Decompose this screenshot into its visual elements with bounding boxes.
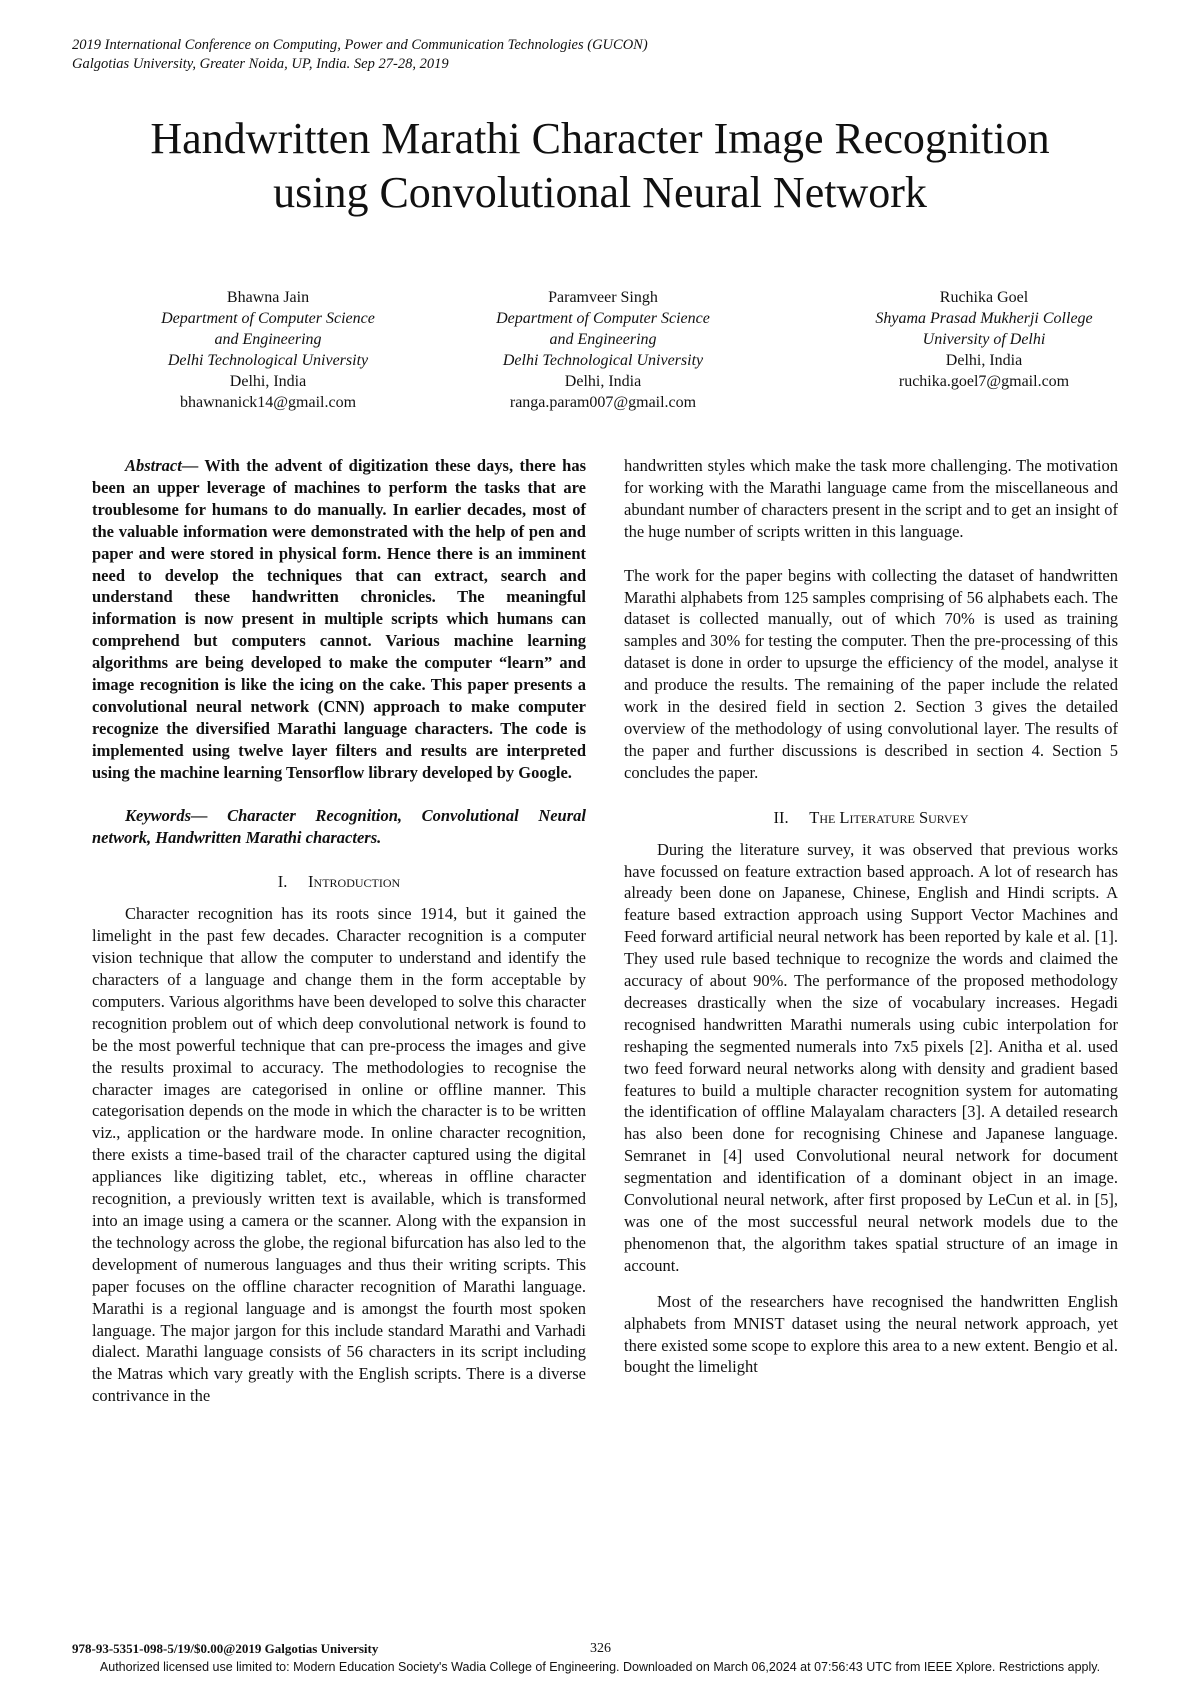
- title-line-1: Handwritten Marathi Character Image Recognition: [150, 114, 1050, 163]
- license-notice: Authorized licensed use limited to: Modern Education Society's Wadia College of Engineering. Downloaded on March 06,2024 at 07:56:43 UTC from IEEE Xplore. Restrictions apply.: [99, 1660, 1101, 1674]
- paper-title: [60, 112, 1140, 220]
- author-dept: Department of Computer Science: [496, 310, 710, 327]
- author-college: Shyama Prasad Mukherji College: [875, 310, 1093, 327]
- section-title: The Literature Survey: [809, 807, 969, 827]
- section-title: Introduction: [308, 872, 401, 892]
- author-email: ruchika.goel7@gmail.com: [898, 373, 1070, 390]
- abstract: [92, 455, 586, 784]
- page-number: 326: [590, 1641, 611, 1656]
- author-university: University of Delhi: [922, 331, 1046, 348]
- author-name: Paramveer Singh: [548, 289, 658, 306]
- abstract-label: Abstract—: [125, 456, 199, 475]
- section-heading-introduction: [92, 871, 586, 893]
- author-name: Ruchika Goel: [939, 289, 1029, 306]
- title-line-2: using Convolutional Neural Network: [273, 168, 927, 217]
- author-location: Delhi, India: [945, 352, 1023, 369]
- author-email: ranga.param007@gmail.com: [509, 394, 697, 411]
- author-dept-2: and Engineering: [214, 331, 322, 348]
- introduction-paragraph-2: The work for the paper begins with collecting the dataset of handwritten Marathi alphabets from 125 samples comprising of 56 alphabets each. The dataset is collected manually, out of which 70% is used as training samples and 30% for testing the computer. Then the pre-processing of this dataset is done in order to upsurge the efficiency of the model, analyse it and produce the results. The remaining of the paper include the related work in the desired field in section 2. Section 3 gives the detailed overview of the methodology of using convolutional layer. The results of the paper and further discussions is described in section 4. Section 5 concludes the paper.: [624, 565, 1118, 782]
- literature-paragraph-1: During the literature survey, it was observed that previous works have focussed on feature extraction based approach. A lot of research has already been done on Japanese, Chinese, English and Hindi scripts. A feature based extraction approach using Support Vector Machines and Feed forward artificial neural network has been reported by kale et al. [1]. They used rule based technique to recognize the words and claimed the accuracy of about 90%. The performance of the proposed methodology decreases drastically when the size of vocabulary increases. Hegadi recognised handwritten Marathi numerals using cubic interpolation for reshaping the segmented numerals into 7x5 pixels [2]. Anitha et al. used two feed forward neural networks along with density and gradient based features to build a multiple character recognition system for automating the identification of offline Malayalam characters [3]. A detailed research has also been done for recognising Chinese and Japanese language. Semranet in [4] used Convolutional neural network for document segmentation and identification of a dominant object in an image. Convolutional neural network, after first proposed by LeCun et al. in [5], was one of the most successful neural network models due to the phenomenon that, the algorithm takes spatial structure of an image in account.: [624, 839, 1118, 1275]
- keywords-text: Character Recognition, Convolutional Neural network, Handwritten Marathi characters.: [92, 805, 586, 847]
- section-number: II.: [773, 807, 789, 827]
- author-block-3: [834, 287, 1134, 392]
- keywords: [92, 805, 586, 849]
- conference-header: [72, 36, 648, 74]
- author-name: Bhawna Jain: [226, 289, 310, 306]
- literature-paragraph-2: Most of the researchers have recognised the handwritten English alphabets from MNIST dataset using the neural network approach, yet there existed some scope to explore this area to a new extent. Bengio et al. bought the limelight: [624, 1291, 1118, 1377]
- abstract-text: With the advent of digitization these days, there has been an upper leverage of machines to perform the tasks that are troublesome for humans to do manually. In earlier decades, most of the valuable information were demonstrated with the help of pen and paper and were stored in physical form. Hence there is an imminent need to develop the techniques that can extract, search and understand these handwritten chronicles. The meaningful information is now present in multiple scripts which humans can comprehend but computers cannot. Various machine learning algorithms are being developed to make the computer “learn” and image recognition is like the icing on the cake. This paper presents a convolutional neural network (CNN) approach to make computer recognize the diversified Marathi language characters. The code is implemented using twelve layer filters and results are interpreted using the machine learning Tensorflow library developed by Google.: [92, 456, 586, 782]
- conference-line-1: 2019 International Conference on Computing, Power and Communication Technologies (GUCON): [72, 37, 648, 53]
- left-column: [92, 455, 586, 1407]
- introduction-paragraph: Character recognition has its roots since 1914, but it gained the limelight in the past few decades. Character recognition is a computer vision technique that allow the computer to understand and identify the characters of a language and change them in the form acceptable by computers. Various algorithms have been developed to solve this character recognition problem out of which deep convolutional network is found to be the most powerful technique that can pre-process the images and give the results proximal to accuracy. The methodologies to recognise the character images are categorised in online or offline manner. This categorisation depends on the mode in which the character is to be written viz., application or the hardware mode. In online character recognition, there exists a time-based trail of the character captured using the digital appliances like digitizing tablet, etc., whereas in offline character recognition, a previously written text is available, which is transformed into an image using a camera or the scanner. Along with the expansion in the technology across the globe, the regional bifurcation has also led to the development of numerous languages and thus their writing scripts. This paper focuses on the offline character recognition of Marathi language. Marathi is a regional language and is amongst the fourth most spoken language. The major jargon for this include standard Marathi and Varhadi dialect. Marathi language consists of 56 characters in its script including the Matras which vary greatly with the English scripts. There is a diverse contrivance in the: [92, 904, 586, 1406]
- author-block-2: [453, 287, 753, 413]
- author-location: Delhi, India: [564, 373, 642, 390]
- author-block-1: [118, 287, 418, 413]
- author-university: Delhi Technological University: [502, 352, 704, 369]
- conference-line-2: Galgotias University, Greater Noida, UP, India. Sep 27-28, 2019: [72, 56, 449, 72]
- author-dept-2: and Engineering: [549, 331, 657, 348]
- introduction-continued: handwritten styles which make the task more challenging. The motivation for working with the Marathi language came from the miscellaneous and abundant number of characters present in the script and to get an insight of the huge number of scripts written in this language.: [624, 456, 1118, 541]
- author-dept: Department of Computer Science: [161, 310, 375, 327]
- author-university: Delhi Technological University: [167, 352, 369, 369]
- author-location: Delhi, India: [229, 373, 307, 390]
- right-column: [624, 455, 1118, 1378]
- section-heading-literature-survey: [624, 807, 1118, 829]
- author-email: bhawnanick14@gmail.com: [179, 394, 357, 411]
- keywords-label: Keywords—: [125, 805, 208, 825]
- section-number: I.: [277, 872, 288, 892]
- footer-isbn: 978-93-5351-098-5/19/$0.00@2019 Galgotias University: [72, 1641, 379, 1656]
